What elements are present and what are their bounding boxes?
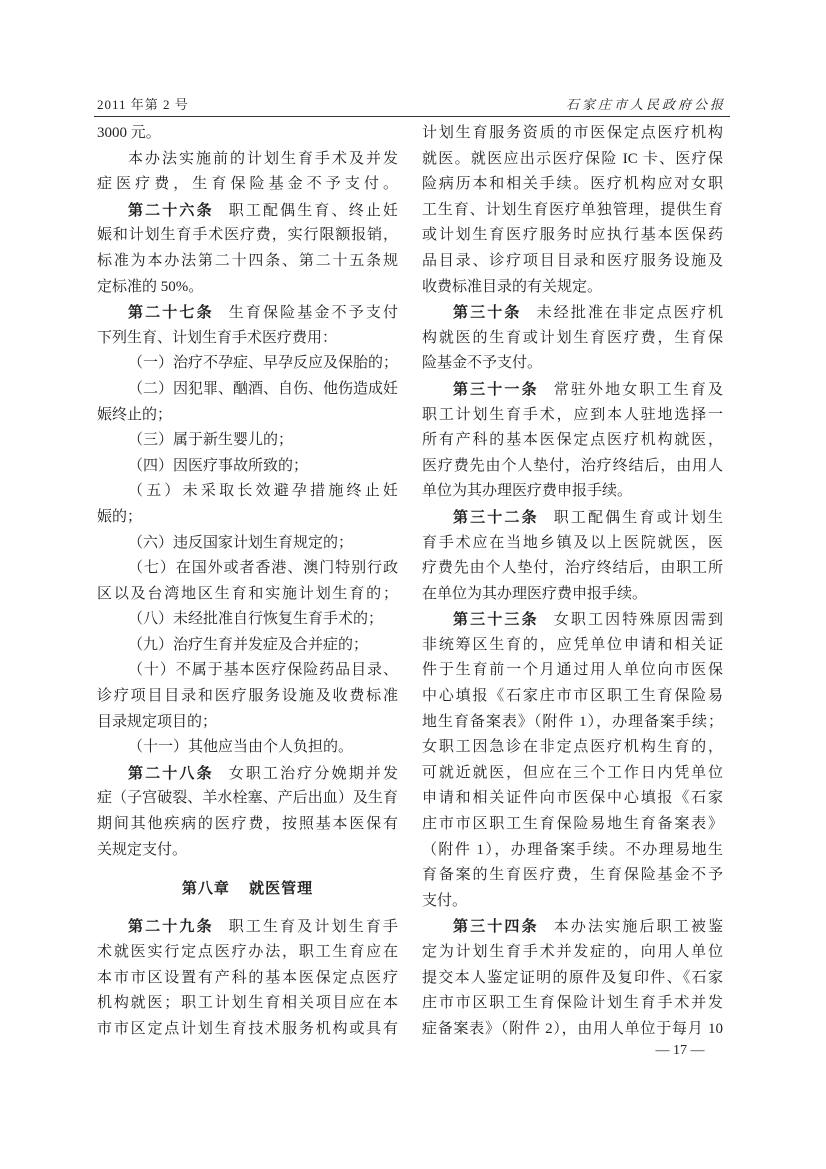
issue-label: 2011 年第 2 号 <box>97 97 189 112</box>
text-line <box>422 223 723 249</box>
line-text: 计划生育服务资质的市医保定点医疗机构 <box>422 125 723 141</box>
text-line <box>97 710 398 736</box>
line-text: 构就医的生育或计划生育医疗费，生育保 <box>422 329 723 346</box>
line-text: 关规定支付。 <box>97 841 188 858</box>
line-text: 诊疗项目目录和医疗服务设施及收费标准 <box>97 688 398 705</box>
line-text: 职工配偶生育或计划生 <box>553 509 723 526</box>
line-text: 本办法实施前的计划生育手术及并发 <box>128 150 398 167</box>
line-text: 女职工治疗分娩期并发 <box>228 765 398 782</box>
left-column <box>97 121 398 1042</box>
text-line <box>97 991 398 1017</box>
line-text: 术就医实行定点医疗办法，职工生育应在 <box>97 944 398 960</box>
text-line <box>422 658 723 684</box>
line-text: （十）不属于基本医疗保险药品目录、 <box>128 662 398 679</box>
text-line <box>97 940 398 966</box>
line-text: 定为计划生育手术并发症的，向用人单位 <box>422 944 723 960</box>
article-line <box>422 607 723 633</box>
text-line <box>97 403 398 429</box>
text-line <box>97 786 398 812</box>
line-text: 职工配偶生育、终止妊 <box>228 202 398 219</box>
text-line <box>97 479 398 505</box>
line-text: （二）因犯罪、酗酒、自伤、他伤造成妊 <box>128 380 398 397</box>
line-text: 庄市市区职工生育保险易地生育备案表》 <box>422 816 723 833</box>
line-text: 收费标准目录的有关规定。 <box>422 278 603 295</box>
text-line <box>422 966 723 992</box>
text-line <box>97 147 398 173</box>
line-text: 庄市市区职工生育保险计划生育手术并发 <box>422 995 723 1012</box>
line-text: 育手术应在当地乡镇及以上医院就医，医 <box>422 534 723 551</box>
line-text: 品目录、诊疗项目目录和医疗服务设施及 <box>422 252 723 269</box>
text-line <box>97 735 398 761</box>
article-number: 第二十八条 <box>128 764 214 782</box>
line-text: 育备案的生育医疗费，生育保险基金不予 <box>422 867 723 884</box>
line-text: 常驻外地女职工生育及 <box>553 381 723 398</box>
line-text: 市市区定点计划生育技术服务机构或具有 <box>97 1020 398 1037</box>
text-line <box>97 1017 398 1043</box>
text-line <box>97 966 398 992</box>
text-line <box>422 761 723 787</box>
line-text: （六）违反国家计划生育规定的； <box>128 534 354 551</box>
text-line <box>97 812 398 838</box>
text-line <box>422 556 723 582</box>
text-line <box>422 838 723 864</box>
text-line <box>422 172 723 198</box>
article-number: 第三十四条 <box>453 918 539 936</box>
text-line <box>97 121 398 147</box>
article-line <box>97 761 398 787</box>
publication-title: 石家庄市人民政府公报 <box>565 97 726 112</box>
text-line <box>422 275 723 301</box>
line-text: 就医。就医应出示医疗保险 IC 卡、医疗保 <box>422 150 723 167</box>
text-line <box>422 684 723 710</box>
text-line <box>97 556 398 582</box>
text-line <box>422 326 723 352</box>
article-number: 第三十三条 <box>453 611 539 629</box>
line-text: （九）治疗生育并发症及合并症的； <box>128 636 369 653</box>
text-line <box>422 249 723 275</box>
article-line <box>422 505 723 531</box>
text-line <box>97 275 398 301</box>
line-text: 支付。 <box>422 892 468 909</box>
header-rule <box>94 116 730 117</box>
text-line <box>422 863 723 889</box>
text-line <box>422 147 723 173</box>
text-line <box>97 428 398 454</box>
line-text: 期间其他疾病的医疗费，按照基本医保有 <box>97 816 398 833</box>
line-text: 件于生育前一个月通过用人单位向市医保 <box>422 662 723 679</box>
article-line <box>422 300 723 326</box>
line-text: 疗费先由个人垫付，治疗终结后，由职工所 <box>422 560 723 577</box>
line-text: 本市市区设置有产科的基本医保定点医疗 <box>97 969 398 986</box>
line-text: 娠终止的； <box>97 406 173 423</box>
text-line <box>422 710 723 736</box>
text-line <box>97 454 398 480</box>
line-text: 症医疗费，生育保险基金不予支付。 <box>97 176 398 193</box>
text-line <box>97 838 398 864</box>
line-text: 区以及台湾地区生育和实施计划生育的； <box>97 585 398 602</box>
line-text: 或计划生育医疗服务时应执行基本医保药 <box>422 227 723 244</box>
right-column <box>422 121 723 1042</box>
text-line <box>97 351 398 377</box>
text-line <box>422 121 723 147</box>
line-text: 生育保险基金不予支付 <box>228 305 398 322</box>
line-text: 标准为本办法第二十四条、第二十五条规 <box>97 252 398 269</box>
text-line <box>422 351 723 377</box>
text-line <box>422 940 723 966</box>
line-text: （附件 1），办理备案手续。不办理易地生 <box>422 841 723 858</box>
text-line <box>422 1017 723 1043</box>
line-text: 在单位为其办理医疗费申报手续。 <box>422 585 648 602</box>
line-text: 3000 元。 <box>97 125 161 141</box>
text-line <box>97 607 398 633</box>
text-line <box>97 684 398 710</box>
line-text: 本办法实施后职工被鉴 <box>553 919 723 936</box>
article-number: 第二十九条 <box>128 918 214 936</box>
article-number: 第三十一条 <box>453 380 539 398</box>
line-text: （七）在国外或者香港、澳门特别行政 <box>128 560 398 577</box>
line-text: 女职工因急诊在非定点医疗机构生育的， <box>422 739 723 756</box>
article-line <box>422 914 723 940</box>
text-line <box>422 479 723 505</box>
article-line <box>422 377 723 403</box>
line-text: 单位为其办理医疗费申报手续。 <box>422 483 633 500</box>
article-line <box>97 300 398 326</box>
page-number: — 17 — <box>655 1043 705 1058</box>
text-line <box>97 531 398 557</box>
line-text: （八）未经批准自行恢复生育手术的； <box>128 611 384 628</box>
text-line <box>97 326 398 352</box>
line-text: 下列生育、计划生育手术医疗费用： <box>97 329 338 346</box>
article-number: 第三十条 <box>453 304 522 322</box>
line-text: 医疗费先由个人垫付，治疗终结后，由用人 <box>422 457 723 474</box>
text-line <box>422 786 723 812</box>
line-text: 提交本人鉴定证明的原件及复印件、《石家 <box>422 969 723 986</box>
line-text: 职工计划生育手术，应到本人驻地选择一 <box>422 406 723 423</box>
line-text: 地生育备案表》（附件 1），办理备案手续； <box>422 713 723 730</box>
line-text: （三）属于新生婴儿的； <box>128 432 294 449</box>
text-line <box>97 505 398 531</box>
line-text: 机构就医；职工计划生育相关项目应在本 <box>97 995 398 1012</box>
line-text: 工生育、计划生育医疗单独管理，提供生育 <box>422 201 723 218</box>
article-number: 第三十二条 <box>453 508 539 526</box>
line-text: （四）因医疗事故所致的； <box>128 457 309 474</box>
text-line <box>97 658 398 684</box>
article-line <box>97 914 398 940</box>
line-text: 非统筹区生育的，应凭单位申请和相关证 <box>422 636 723 653</box>
chapter-heading: 第八章 就医管理 <box>181 880 314 898</box>
text-line <box>97 249 398 275</box>
text-line <box>97 377 398 403</box>
line-text: （五）未采取长效避孕措施终止妊 <box>128 483 398 500</box>
line-text: 未经批准在非定点医疗机 <box>536 305 723 322</box>
article-line <box>97 198 398 224</box>
line-text: 症备案表》（附件 2），由用人单位于每月 10 <box>422 1020 723 1037</box>
line-text: 所有产科的基本医保定点医疗机构就医， <box>422 432 723 449</box>
text-line <box>422 889 723 915</box>
line-text: （十一）其他应当由个人负担的。 <box>128 739 354 756</box>
line-text: 娠和计划生育手术医疗费，实行限额报销， <box>97 227 398 244</box>
line-text: 目录规定项目的； <box>97 713 218 730</box>
text-line <box>422 531 723 557</box>
line-text: 症（子宫破裂、羊水栓塞、产后出血）及生育 <box>97 790 398 807</box>
text-line <box>422 633 723 659</box>
line-text: 中心填报《石家庄市市区职工生育保险易 <box>422 688 723 705</box>
line-text: 可就近就医，但应在三个工作日内凭单位 <box>422 764 723 781</box>
line-text: 职工生育及计划生育手 <box>228 919 398 936</box>
text-line <box>422 991 723 1017</box>
text-line <box>97 633 398 659</box>
line-text: （一）治疗不孕症、早孕反应及保胎的； <box>128 355 398 372</box>
line-text: 女职工因特殊原因需到 <box>553 612 723 629</box>
line-text: 险病历本和相关手续。医疗机构应对女职 <box>422 176 723 193</box>
article-number: 第二十六条 <box>128 201 214 219</box>
text-line <box>422 812 723 838</box>
text-line <box>422 428 723 454</box>
line-text: 定标准的 50%。 <box>97 278 204 295</box>
line-text: 娠的； <box>97 508 143 525</box>
text-line <box>97 582 398 608</box>
text-line <box>422 403 723 429</box>
line-text: 申请和相关证件向市医保中心填报《石家 <box>422 790 723 807</box>
text-line <box>422 735 723 761</box>
line-text: 险基金不予支付。 <box>422 355 543 372</box>
article-number: 第二十七条 <box>128 304 214 322</box>
text-line <box>422 454 723 480</box>
text-line <box>422 582 723 608</box>
text-line <box>97 172 398 198</box>
text-line <box>422 198 723 224</box>
text-line <box>97 223 398 249</box>
